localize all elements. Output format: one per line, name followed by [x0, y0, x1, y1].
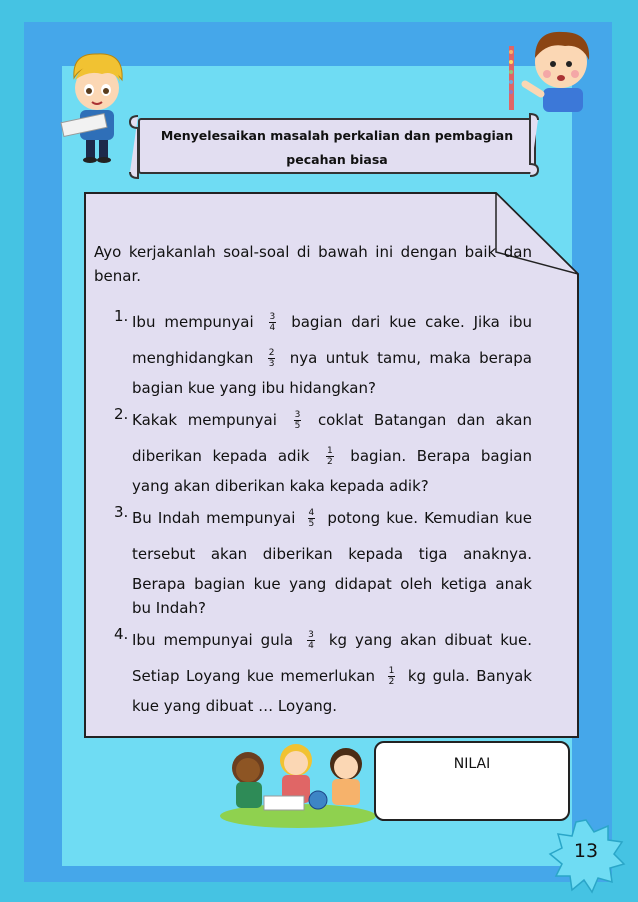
question-1: [94, 304, 532, 400]
q4-text-b: kg yang akan dibuat kue.: [328, 631, 532, 649]
q2-text-b: coklat Batangan dan akan: [317, 411, 532, 429]
q1-text-a: Ibu mempunyai: [132, 313, 254, 331]
q1-text-b: bagian dari kue cake. Jika ibu: [291, 313, 532, 331]
page-number: 13: [573, 840, 599, 862]
intro-text: Ayo kerjakanlah soal-soal di bawah ini dengan baik dan benar.: [94, 243, 532, 285]
question-2: [94, 402, 532, 498]
q4-text-a: Ibu mempunyai gula: [132, 631, 294, 649]
fraction: $\frac{3}{4}$: [308, 630, 314, 651]
score-label: NILAI: [453, 756, 491, 772]
q3-text-e: bu Indah?: [132, 599, 206, 617]
q3-text-c: tersebut akan diberikan kepada tiga anaknya.: [132, 545, 532, 563]
q3-text-a: Bu Indah mempunyai: [132, 509, 296, 527]
fraction: $\frac{4}{5}$: [308, 508, 315, 529]
banner-title: [140, 124, 534, 172]
fraction: $\frac{2}{3}$: [268, 348, 275, 369]
q3-text-b: potong kue. Kemudian kue: [327, 509, 532, 527]
card-text: [94, 240, 532, 720]
banner-title-line1: Menyelesaikan masalah perkalian dan pembagian: [160, 128, 514, 143]
q4-text-e: kue yang dibuat … Loyang.: [132, 697, 338, 715]
q2-text-a: Kakak mempunyai: [132, 411, 277, 429]
q2-text-e: yang akan diberikan kaka kepada adik?: [132, 477, 429, 495]
fraction: $\frac{3}{5}$: [294, 410, 301, 431]
fraction: $\frac{1}{2}$: [388, 666, 395, 687]
banner-title-line2: pecahan biasa: [286, 152, 388, 167]
q1-text-e: bagian kue yang ibu hidangkan?: [132, 379, 376, 397]
q1-text-d: nya untuk tamu, maka berapa: [289, 349, 532, 367]
question-list: [94, 304, 532, 718]
q2-text-d: bagian. Berapa bagian: [350, 447, 532, 465]
q4-text-d: kg gula. Banyak: [407, 667, 532, 685]
fraction: $\frac{3}{4}$: [269, 312, 276, 333]
score-box: [374, 741, 570, 821]
q3-text-d: Berapa bagian kue yang didapat oleh ketiga anak: [132, 575, 532, 593]
q2-text-c: diberikan kepada adik: [132, 447, 310, 465]
boy-pointing-illustration: [505, 22, 605, 114]
q1-text-c: menghidangkan: [132, 349, 254, 367]
question-number: 1.: [114, 307, 129, 325]
kids-studying-illustration: [218, 738, 378, 828]
question-number: 2.: [114, 405, 129, 423]
q4-text-c: Setiap Loyang kue memerlukan: [132, 667, 376, 685]
fraction: $\frac{1}{2}$: [326, 446, 333, 467]
question-number: 3.: [114, 503, 129, 521]
question-4: [94, 622, 532, 718]
question-number: 4.: [114, 625, 129, 643]
question-3: [94, 500, 532, 620]
